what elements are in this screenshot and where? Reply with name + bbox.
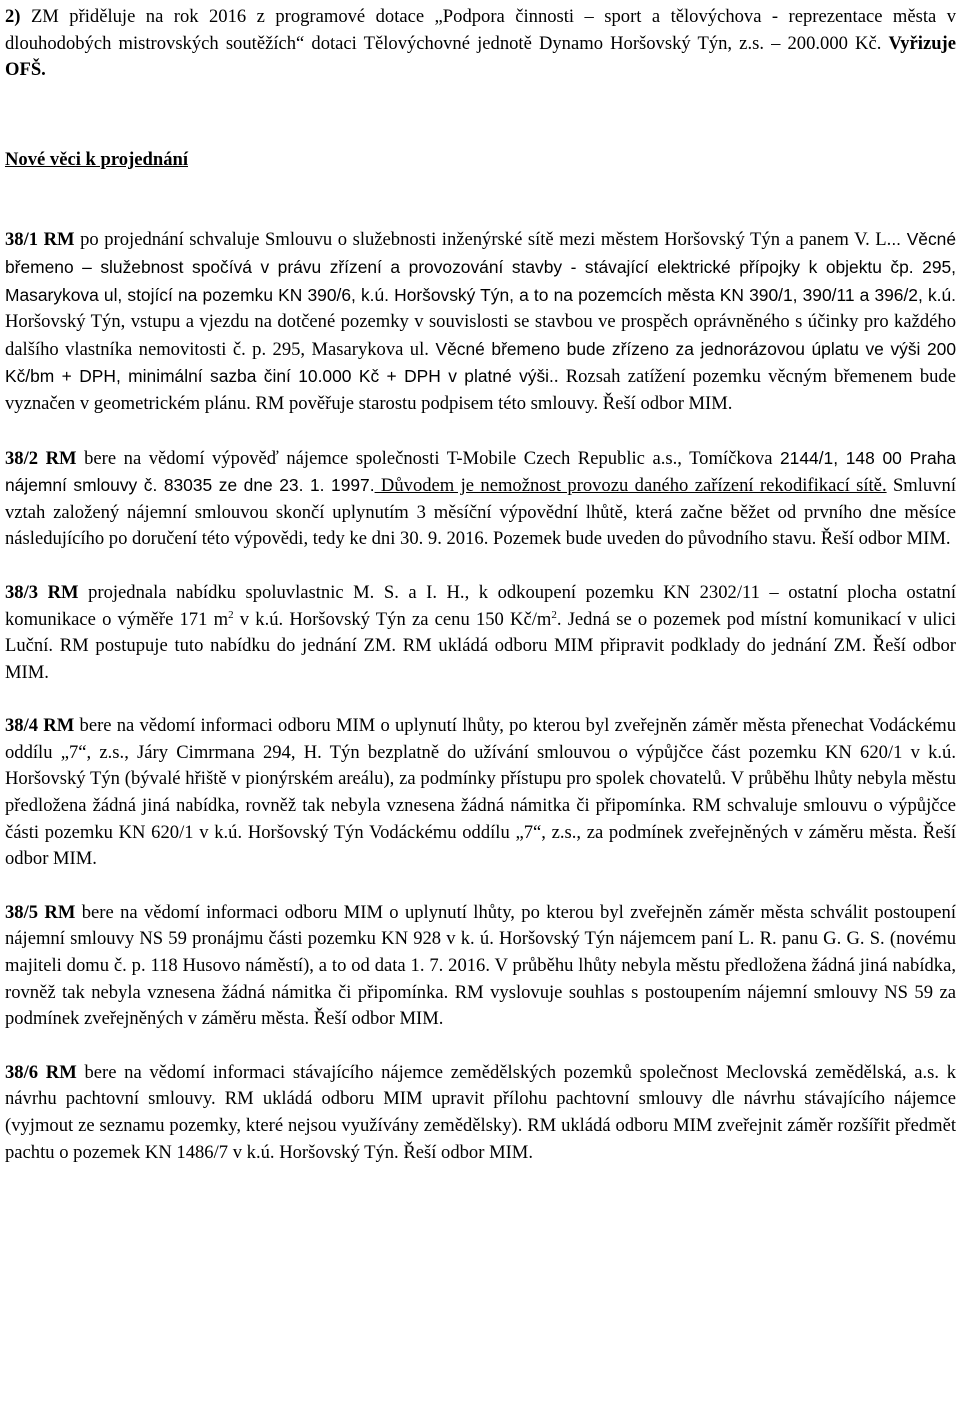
item-text-sans: .. Věcné břemeno – služebnost spočívá v právu zřízení a provozování stavby - stávající elektrické přípojky k objektu čp. 295, Masarykova ul, stojící na pozemku KN 390/6, k.ú. Horšovský Týn, a to na pozemcích města KN 390/1, 390/11 a 396/2, k.ú. bbox=[5, 229, 957, 305]
item-text: bere na vědomí informaci odboru MIM o uplynutí lhůty, po kterou byl zveřejněn záměr města přenechat Vodáckému oddílu „7“, z.s., Járy Cimrmana 294, H. Týn bezplatně do užívání smlouvou o výpůjčce část pozemku KN 620/1 v k.ú. Horšovský Týn (bývalé hřiště v pionýrském areálu), za podmínky přístupu pro spolek chovatelů. V průběhu lhůty nebyla městu předložena žádná jiná nabídka, rovněž tak nebyla vznesena žádná námitka či připomínka. RM schvaluje smlouvu o výpůjčce části pozemku KN 620/1 v k.ú. Horšovský Týn Vodáckému oddílu „7“, z.s., za podmínek zveřejněných v záměru města. Řeší odbor MIM. bbox=[5, 715, 956, 870]
item-38-1 bbox=[5, 226, 956, 417]
item-superscript: 2 bbox=[228, 608, 234, 621]
item-text-sans: Věcné břemeno bude zřízeno za jednorázovou úplatu ve výši 200 Kč/bm + DPH, minimální sazba činí 10.000 Kč + DPH v platné výši. bbox=[5, 338, 957, 387]
item-superscript: 2 bbox=[551, 608, 557, 621]
intro-text: ZM přiděluje na rok 2016 z programové dotace „Podpora činnosti – sport a tělovýchova - reprezentace města v dlouhodobých mistrovských soutěžích“ dotaci Tělovýchovné jednotě Dynamo Horšovský Týn, z.s. – 200.000 Kč. bbox=[5, 6, 956, 54]
item-38-5 bbox=[5, 900, 956, 1033]
item-number: 38/4 RM bbox=[5, 715, 75, 737]
item-text: po projednání schvaluje Smlouvu o služebnosti inženýrské sítě mezi městem Horšovský Týn a panem V. L. bbox=[74, 229, 892, 251]
item-number: 38/2 RM bbox=[5, 447, 77, 469]
item-text: bere na vědomí informaci stávajícího nájemce zemědělských pozemků společnost Meclovská zemědělská, a.s. k návrhu pachtovní smlouvy. RM ukládá odboru MIM upravit přílohu pachtovní smlouvy dle návrhu stávajícího nájemce (vyjmout ze seznamu pozemky, které nejsou využívány zemědělsky). RM ukládá odboru MIM zveřejnit záměr rozšířit předmět pachtu o pozemek KN 1486/7 v k.ú. Horšovský Týn. Řeší odbor MIM. bbox=[5, 1061, 957, 1163]
item-text-sans: 2144/1, 148 00 Praha nájemní smlouvy č. 83035 ze dne 23. 1. 1997. bbox=[5, 447, 956, 496]
item-38-3 bbox=[5, 580, 956, 686]
item-38-4 bbox=[5, 713, 956, 873]
item-text-underlined: Důvodem je nemožnost provozu daného zařízení rekodifikací sítě. bbox=[374, 475, 887, 497]
intro-resolver: Vyřizuje OFŠ. bbox=[5, 32, 956, 81]
intro-paragraph bbox=[5, 4, 956, 84]
item-text: v k.ú. Horšovský Týn za cenu 150 Kč/m bbox=[233, 608, 552, 630]
section-heading: Nové věci k projednání bbox=[5, 148, 189, 170]
item-text: . Jedná se o pozemek pod místní komunikací v ulici Luční. RM postupuje tuto nabídku do jednání ZM. RM ukládá odboru MIM připravit podklady do jednání ZM. Řeší odbor MIM. bbox=[5, 608, 957, 683]
item-38-6 bbox=[5, 1060, 956, 1166]
item-text: projednala nabídku spoluvlastnic M. S. a I. H., k odkoupení pozemku KN 2302/11 – ostatní plocha ostatní komunikace o výměře 171 m bbox=[5, 581, 957, 630]
item-number: 38/5 RM bbox=[5, 901, 76, 923]
item-number: 38/3 RM bbox=[5, 581, 79, 603]
item-text: . Rozsah zatížení pozemku věcným břemenem bude vyznačen v geometrickém plánu. RM pověřuje starostu podpisem této smlouvy. Řeší odbor MIM. bbox=[5, 366, 956, 414]
item-38-2 bbox=[5, 445, 956, 553]
intro-number: 2) bbox=[5, 6, 21, 27]
item-text: Smluvní vztah založený nájemní smlouvou skončí uplynutím 3 měsíční výpovědní lhůtě, která začne běžet od prvního dne měsíce následujícího po doručení této výpovědi, tedy ke dni 30. 9. 2016. Pozemek bude uveden do původního stavu. Řeší odbor MIM. bbox=[5, 475, 956, 550]
item-text: Horšovský Týn, vstupu a vjezdu na dotčené pozemky v souvislosti se stavbou ve prospěch oprávněného s účinky pro každého dalšího vlastníka nemovitosti č. p. 295, Masarykova ul. bbox=[5, 311, 956, 360]
item-text: bere na vědomí výpověď nájemce společnosti T-Mobile Czech Republic a.s., Tomíčkova bbox=[76, 447, 781, 469]
item-text: bere na vědomí informaci odboru MIM o uplynutí lhůty, po kterou byl zveřejněn záměr města schválit postoupení nájemní smlouvy NS 59 pronájmu části pozemku KN 928 v k. ú. Horšovský Týn nájemcem paní L. R. panu G. G. S. (novému majiteli domu č. p. 118 Husovo náměstí), a to od data 1. 7. 2016. V průběhu lhůty nebyla městu předložena žádná jiná nabídka, rovněž tak nebyla vznesena žádná námitka či připomínka. RM vyslovuje souhlas s postoupením nájemní smlouvy NS 59 za podmínek zveřejněných v záměru města. Řeší odbor MIM. bbox=[5, 901, 957, 1030]
item-number: 38/1 RM bbox=[5, 229, 75, 251]
item-number: 38/6 RM bbox=[5, 1061, 77, 1083]
